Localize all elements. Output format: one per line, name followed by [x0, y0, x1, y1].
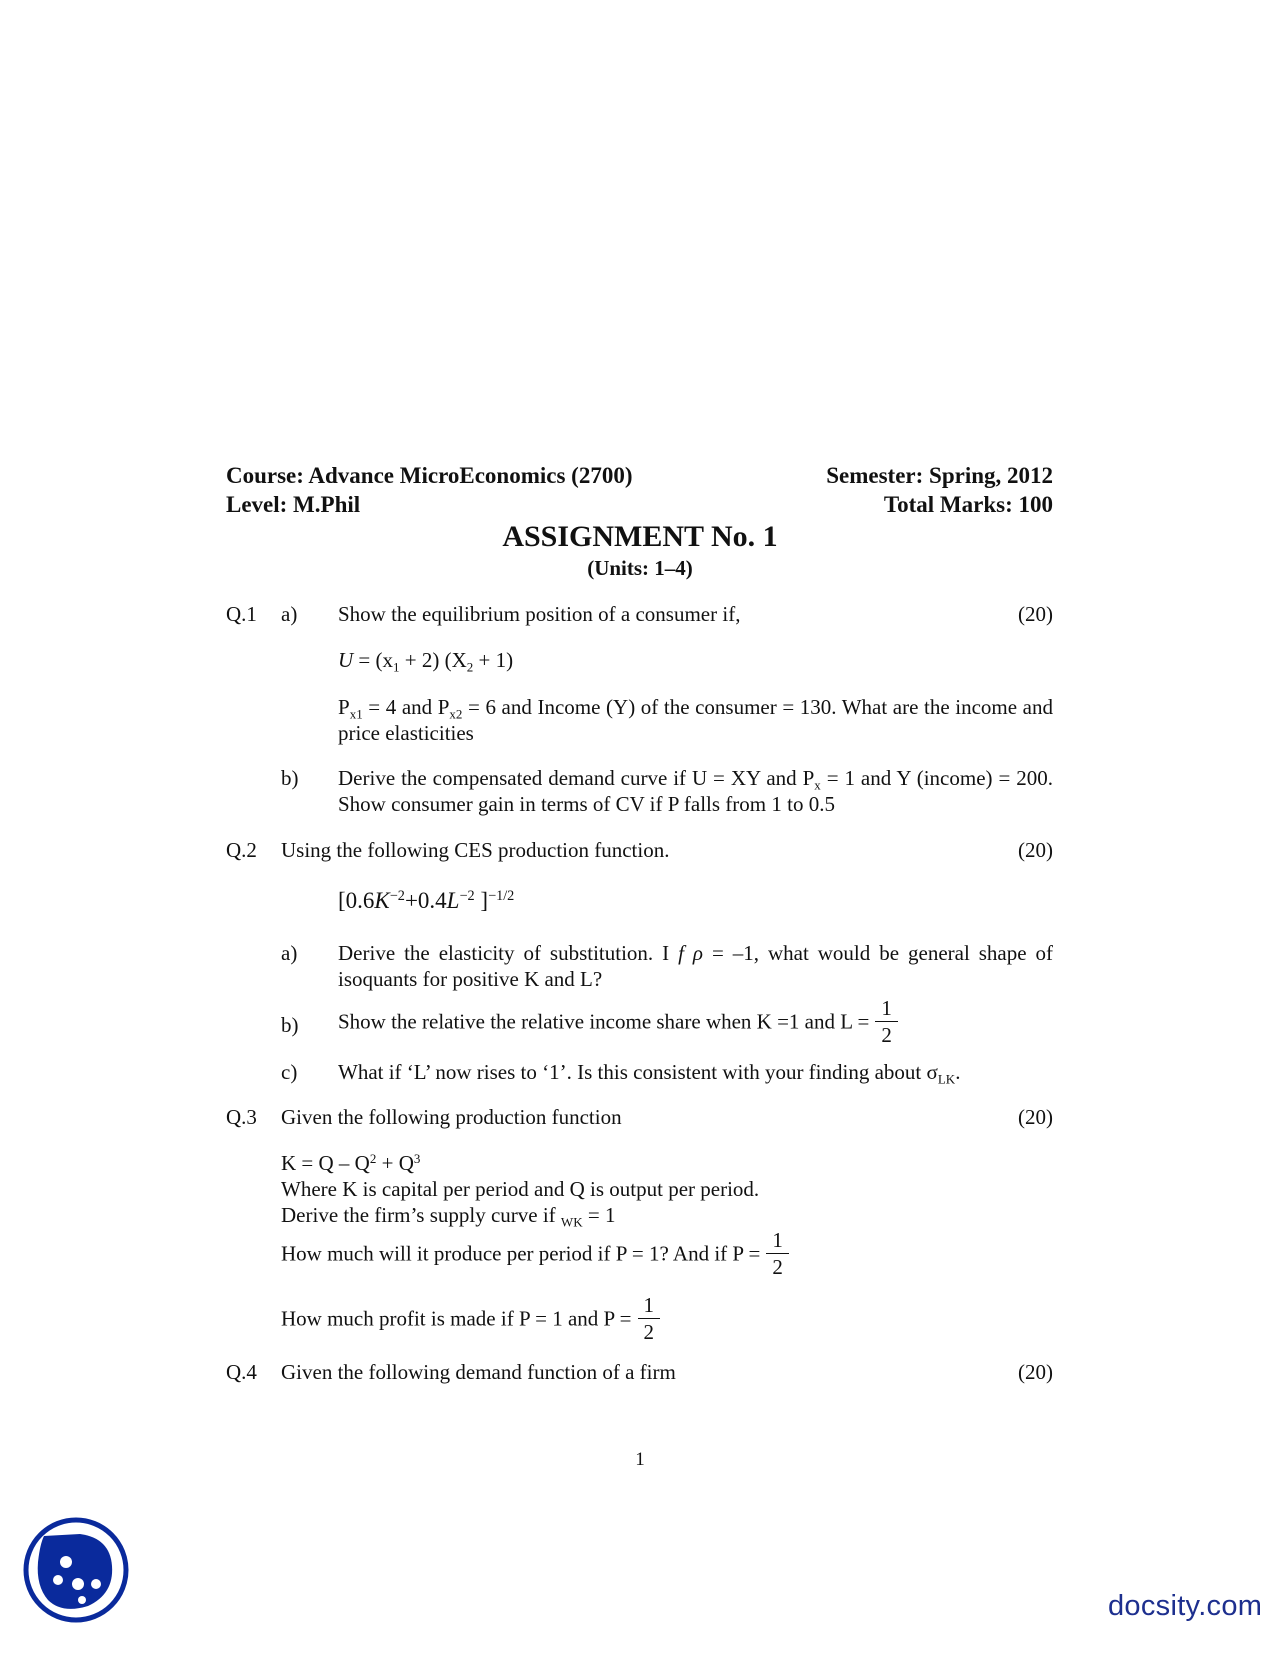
- docsity-logo-icon: [22, 1516, 130, 1624]
- q3-marks: (20): [1018, 1105, 1053, 1129]
- fraction-one-half: $\frac{1}{2}$: [875, 995, 898, 1048]
- q1-a-label: a): [281, 602, 298, 626]
- fraction-one-half: $\frac{1}{2}$: [638, 1292, 661, 1345]
- q1-marks: (20): [1018, 602, 1053, 626]
- q4-marks: (20): [1018, 1360, 1053, 1384]
- q2-c-text: What if ‘L’ now rises to ‘1’. Is this consistent with your finding about $\sigma_{LK}$.: [338, 1060, 961, 1087]
- q2-b-label: b): [281, 1013, 299, 1037]
- q4-intro: Given the following demand function of a firm: [281, 1360, 676, 1384]
- units-subtitle: (Units: 1–4): [587, 556, 693, 580]
- q3-number: Q.3: [226, 1105, 257, 1129]
- q3-derive-supply: Derive the firm’s supply curve if $_{WK}$ = 1: [281, 1203, 616, 1230]
- total-marks: Total Marks: 100: [883, 492, 1053, 517]
- q1-a-text: Show the equilibrium position of a consumer if,: [338, 602, 741, 626]
- course-title: Course: Advance MicroEconomics (2700): [226, 463, 633, 488]
- q4-number: Q.4: [226, 1360, 257, 1384]
- q2-c-label: c): [281, 1060, 298, 1084]
- q3-production-function: $K = Q - Q^2 + Q^3$: [281, 1150, 421, 1175]
- q1-b-label: b): [281, 766, 299, 790]
- q1-number: Q.1: [226, 602, 257, 626]
- q3-produce-question: How much will it produce per period if P = 1? And if P = $\frac{1}{2}$: [281, 1227, 789, 1280]
- q2-b-text: Show the relative the relative income share when K =1 and L = $\frac{1}{2}$: [338, 995, 898, 1048]
- ces-production-function: [$0.6K^{-2}+0.4L^{-2}$ ]$^{-1/2}$: [338, 888, 515, 913]
- semester: Semester: Spring, 2012: [826, 463, 1053, 488]
- q2-a-label: a): [281, 941, 298, 965]
- q3-where: Where K is capital per period and Q is output per period.: [281, 1177, 760, 1201]
- q2-intro: Using the following CES production function.: [281, 838, 670, 862]
- assignment-title: ASSIGNMENT No. 1: [502, 520, 778, 553]
- page-number: 1: [635, 1449, 645, 1470]
- course-level: Level: M.Phil: [226, 492, 361, 517]
- fraction-one-half: $\frac{1}{2}$: [766, 1227, 789, 1280]
- q3-intro: Given the following production function: [281, 1105, 622, 1129]
- q2-marks: (20): [1018, 838, 1053, 862]
- q1-utility-equation: $U = (x_1 + 2) (X_2 + 1)$: [338, 648, 514, 675]
- q3-profit-question: How much profit is made if P = 1 and P = $\frac{1}{2}$: [281, 1292, 660, 1345]
- q1-prices-income: $P_{x1} = 4$ and $P_{x2} = 6$ and Income (Y) of the consumer = 130. What are the income and price elasticities: [338, 695, 1054, 745]
- q1-b-text: Derive the compensated demand curve if U = XY and $P_x = 1$ and Y (income) = 200. Show consumer gain in terms of CV if P falls from 1 to 0.5: [338, 766, 1053, 816]
- docsity-link[interactable]: docsity.com: [1108, 1590, 1263, 1622]
- q2-a-text: Derive the elasticity of substitution. I f ρ = –1, what would be general shape of isoquants for positive K and L?: [338, 941, 1054, 991]
- q2-number: Q.2: [226, 838, 257, 862]
